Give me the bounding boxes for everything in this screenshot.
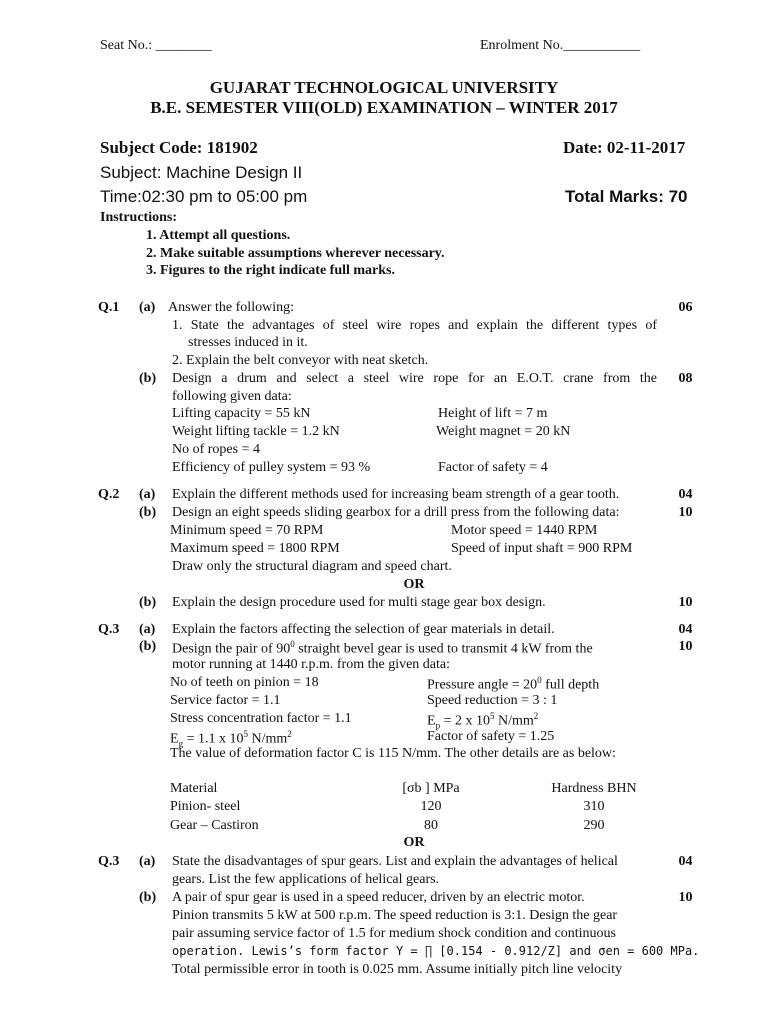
question-text: pair assuming service factor of 1.5 for medium shock condition and continuous xyxy=(172,926,617,941)
table-header: [σb ] MPa xyxy=(402,781,460,796)
part-label: (a) xyxy=(139,300,156,315)
question-text: Design the pair of $90^0$ straight bevel gear is used to transmit 4 kW from the xyxy=(172,639,593,657)
data-item: Weight lifting tackle = 1.2 kN xyxy=(172,424,340,439)
material-table xyxy=(170,781,660,835)
data-item: Lifting capacity = 55 kN xyxy=(172,406,311,421)
table-cell: Pinion- steel xyxy=(170,799,241,814)
marks: 04 xyxy=(678,487,693,502)
seat-no: Seat No.: ________ xyxy=(100,38,212,53)
data-item: $E_p = 2$ x $10^5$ $N/mm^2$ xyxy=(427,711,539,731)
question-number: Q.3 xyxy=(98,854,120,869)
question-number: Q.2 xyxy=(98,487,120,502)
table-header: Material xyxy=(170,781,218,796)
subject-name: Subject: Machine Design II xyxy=(100,163,303,182)
table-cell: 120 xyxy=(420,799,442,814)
question-text: Design an eight speeds sliding gearbox for a drill press from the following data: xyxy=(172,505,620,520)
data-item: Maximum speed = 1800 RPM xyxy=(170,541,340,556)
question-text: Total permissible error in tooth is 0.025 mm. Assume initially pitch line velocity xyxy=(172,962,623,977)
instructions-heading: Instructions: xyxy=(100,210,178,225)
instruction-item: 2. Make suitable assumptions wherever necessary. xyxy=(146,246,445,261)
question-text: The value of deformation factor C is 115 N/mm. The other details are as below: xyxy=(170,746,616,761)
question-text: following given data: xyxy=(172,389,292,404)
subject-code: Subject Code: 181902 xyxy=(100,138,258,157)
marks: 10 xyxy=(678,505,693,520)
question-text: State the disadvantages of spur gears. List and explain the advantages of helical xyxy=(172,854,618,869)
part-label: (b) xyxy=(139,890,157,905)
table-cell: 310 xyxy=(583,799,605,814)
part-label: (a) xyxy=(139,854,156,869)
data-item: No of teeth on pinion = 18 xyxy=(170,675,319,690)
data-item: Height of lift = 7 m xyxy=(438,406,548,421)
exam-time: Time:02:30 pm to 05:00 pm xyxy=(100,187,308,206)
or-divider: OR xyxy=(403,835,425,850)
enrolment-no: Enrolment No.___________ xyxy=(480,38,641,53)
question-text: stresses induced in it. xyxy=(188,335,308,350)
question-text: 2. Explain the belt conveyor with neat sketch. xyxy=(172,353,429,368)
marks: 10 xyxy=(678,890,693,905)
marks: 10 xyxy=(678,595,693,610)
part-label: (b) xyxy=(139,639,157,654)
marks: 04 xyxy=(678,854,693,869)
table-cell: 80 xyxy=(424,818,438,833)
part-label: (a) xyxy=(139,622,156,637)
data-item: Factor of safety = 4 xyxy=(438,460,548,475)
university-name: GUJARAT TECHNOLOGICAL UNIVERSITY xyxy=(209,78,559,97)
data-item: Speed of input shaft = 900 RPM xyxy=(451,541,633,556)
table-cell: Gear – Castiron xyxy=(170,818,259,833)
question-text: A pair of spur gear is used in a speed reducer, driven by an electric motor. xyxy=(172,890,585,905)
data-item: Minimum speed = 70 RPM xyxy=(170,523,324,538)
part-label: (a) xyxy=(139,487,156,502)
data-item: Speed reduction = 3 : 1 xyxy=(427,693,558,708)
part-label: (b) xyxy=(139,595,157,610)
data-item: Motor speed = 1440 RPM xyxy=(451,523,598,538)
question-text: Explain the different methods used for increasing beam strength of a gear tooth. xyxy=(172,487,620,502)
question-text: Explain the design procedure used for multi stage gear box design. xyxy=(172,595,546,610)
question-text: Answer the following: xyxy=(168,300,294,315)
part-label: (b) xyxy=(139,371,157,386)
table-header: Hardness BHN xyxy=(551,781,637,796)
data-item: Weight magnet = 20 kN xyxy=(436,424,571,439)
data-item: Factor of safety = 1.25 xyxy=(427,729,555,744)
question-text: Pinion transmits 5 kW at 500 r.p.m. The speed reduction is 3:1. Design the gear xyxy=(172,908,618,923)
question-text: Design a drum and select a steel wire rope for an E.O.T. crane from the xyxy=(172,371,657,386)
question-text: Draw only the structural diagram and speed chart. xyxy=(172,559,452,574)
data-item: Service factor = 1.1 xyxy=(170,693,281,708)
data-item: No of ropes = 4 xyxy=(172,442,260,457)
question-text: operation. Lewis’s form factor Y = ∏ [0.154 - 0.912/Z] and σen = 600 MPa. xyxy=(172,944,700,958)
data-item: Efficiency of pulley system = 93 % xyxy=(172,460,371,475)
part-label: (b) xyxy=(139,505,157,520)
question-text: Explain the factors affecting the selection of gear materials in detail. xyxy=(172,622,555,637)
instruction-item: 3. Figures to the right indicate full marks. xyxy=(146,263,396,278)
or-divider: OR xyxy=(403,577,425,592)
data-item: Stress concentration factor = 1.1 xyxy=(170,711,352,726)
question-text: gears. List the few applications of helical gears. xyxy=(172,872,440,887)
exam-title: B.E. SEMESTER VIII(OLD) EXAMINATION – WINTER 2017 xyxy=(150,98,618,117)
table-cell: 290 xyxy=(583,818,605,833)
question-number: Q.3 xyxy=(98,622,120,637)
marks: 08 xyxy=(678,371,693,386)
exam-date: Date: 02-11-2017 xyxy=(563,138,686,157)
question-text: motor running at 1440 r.p.m. from the given data: xyxy=(172,657,451,672)
marks: 06 xyxy=(678,300,693,315)
data-item: $E_g = 1.1$ x $10^5$ $N/mm^2$ xyxy=(170,729,292,749)
question-number: Q.1 xyxy=(98,300,120,315)
instruction-item: 1. Attempt all questions. xyxy=(146,228,291,243)
question-text: 1. State the advantages of steel wire ropes and explain the different types of xyxy=(172,318,657,333)
marks: 10 xyxy=(678,639,693,654)
data-item: Pressure angle = $20^0$ full depth xyxy=(427,675,600,693)
total-marks: Total Marks: 70 xyxy=(565,187,688,206)
marks: 04 xyxy=(678,622,693,637)
